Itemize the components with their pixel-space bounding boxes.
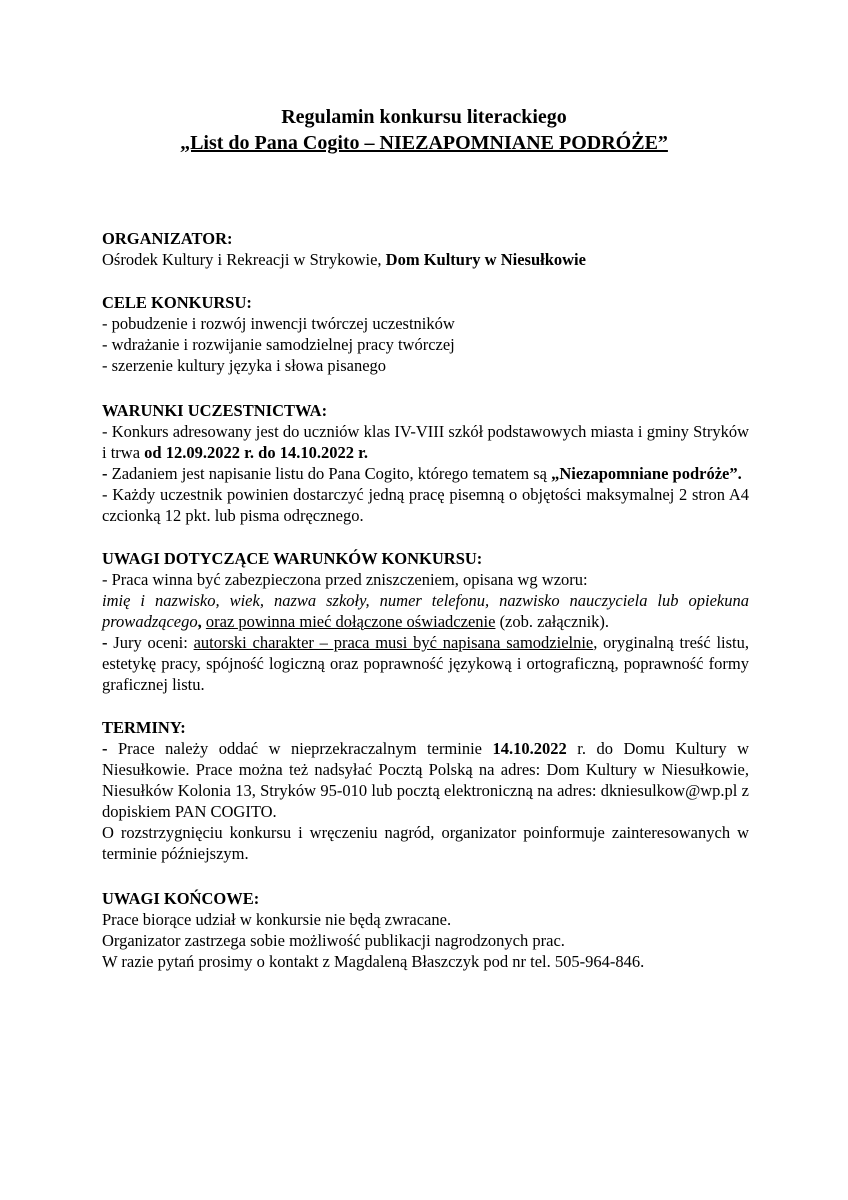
organizator-name: Ośrodek Kultury i Rekreacji w Strykowie, bbox=[102, 250, 386, 269]
koncowe-heading: UWAGI KOŃCOWE: bbox=[102, 889, 260, 908]
section-organizator bbox=[102, 228, 749, 270]
warunki-heading: WARUNKI UCZESTNICTWA: bbox=[102, 401, 328, 420]
section-terminy bbox=[102, 717, 749, 864]
warunki-paragraph-1 bbox=[102, 421, 749, 463]
warunki-p1-text: - Konkurs adresowany jest do uczniów klas IV-VIII szkół podstawowych miasta i gminy Stryków i trwa bbox=[102, 422, 749, 462]
terminy-paragraph-1 bbox=[102, 738, 749, 822]
contest-theme: „Niezapomniane podróże”. bbox=[551, 464, 742, 483]
terminy-p1-text: Prace należy oddać w nieprzekraczalnym terminie bbox=[107, 739, 493, 758]
koncowe-line: W razie pytań prosimy o kontakt z Magdaleną Błaszczyk pod nr tel. 505-964-846. bbox=[102, 952, 645, 971]
section-warunki bbox=[102, 400, 749, 526]
uwagi-p3-rest: , oryginalną treść listu, estetykę pracy, spójność logiczną oraz poprawność językową i ortograficzną, poprawność formy graficznej listu. bbox=[102, 633, 749, 694]
uwagi-paragraph-3 bbox=[102, 632, 749, 695]
contest-dates: od 12.09.2022 r. do 14.10.2022 r. bbox=[144, 443, 369, 462]
uwagi-p3-text: Jury oceni: bbox=[107, 633, 194, 652]
section-koncowe bbox=[102, 888, 749, 972]
koncowe-line: Prace biorące udział w konkursie nie będą zwracane. bbox=[102, 910, 452, 929]
organizator-heading: ORGANIZATOR: bbox=[102, 229, 233, 248]
organizator-venue: Dom Kultury w Niesułkowie bbox=[385, 250, 586, 269]
terminy-p1-rest: r. do Domu Kultury w Niesułkowie. Prace można też nadsyłać Pocztą Polską na adres: Dom Kultury w Niesułkowie, Niesułków Kolonia 13, Stryków 95-010 lub pocztą elektroniczną na adres: dkniesulkow@wp.pl z dopiskiem PAN COGITO. bbox=[102, 739, 749, 821]
contest-name: „List do Pana Cogito – NIEZAPOMNIANE PODRÓŻE” bbox=[180, 132, 668, 154]
document-title: Regulamin konkursu literackiego bbox=[281, 106, 567, 128]
section-cele bbox=[102, 292, 749, 376]
warunki-p2-dash: - bbox=[102, 464, 108, 483]
terminy-p1-dash: - bbox=[102, 739, 108, 758]
section-uwagi bbox=[102, 548, 749, 695]
terminy-paragraph-2: O rozstrzygnięciu konkursu i wręczeniu nagród, organizator poinformuje zainteresowanych w terminie późniejszym. bbox=[102, 823, 749, 863]
cele-item: - pobudzenie i rozwój inwencji twórczej uczestników bbox=[102, 314, 455, 333]
warunki-paragraph-2 bbox=[102, 463, 749, 484]
cele-item: - szerzenie kultury języka i słowa pisanego bbox=[102, 356, 387, 375]
terminy-heading: TERMINY: bbox=[102, 718, 186, 737]
uwagi-p3-dash: - bbox=[102, 633, 108, 652]
cele-heading: CELE KONKURSU: bbox=[102, 293, 252, 312]
uwagi-heading: UWAGI DOTYCZĄCE WARUNKÓW KONKURSU: bbox=[102, 549, 483, 568]
declaration-requirement: oraz powinna mieć dołączone oświadczenie bbox=[205, 612, 496, 631]
label-template: imię i nazwisko, wiek, nazwa szkoły, numer telefonu, nazwisko nauczyciela lub opiekuna prowadzącego bbox=[102, 591, 749, 631]
warunki-paragraph-3: - Każdy uczestnik powinien dostarczyć jedną pracę pisemną o objętości maksymalnej 2 stron A4 czcionką 12 pkt. lub pisma odręcznego. bbox=[102, 485, 749, 525]
originality-requirement: autorski charakter – praca musi być napisana samodzielnie bbox=[193, 633, 594, 652]
uwagi-p2-comma: , bbox=[197, 612, 206, 631]
warunki-p2-text: Zadaniem jest napisanie listu do Pana Cogito, którego tematem są bbox=[107, 464, 552, 483]
koncowe-line: Organizator zastrzega sobie możliwość publikacji nagrodzonych prac. bbox=[102, 931, 565, 950]
organizator-text bbox=[102, 249, 749, 270]
uwagi-paragraph-2 bbox=[102, 590, 749, 632]
uwagi-paragraph-1: - Praca winna być zabezpieczona przed zniszczeniem, opisana wg wzoru: bbox=[102, 570, 588, 589]
cele-item: - wdrażanie i rozwijanie samodzielnej pracy twórczej bbox=[102, 335, 455, 354]
uwagi-p2-rest: (zob. załącznik). bbox=[495, 612, 610, 631]
deadline-date: 14.10.2022 bbox=[492, 739, 567, 758]
document-body bbox=[102, 228, 749, 990]
